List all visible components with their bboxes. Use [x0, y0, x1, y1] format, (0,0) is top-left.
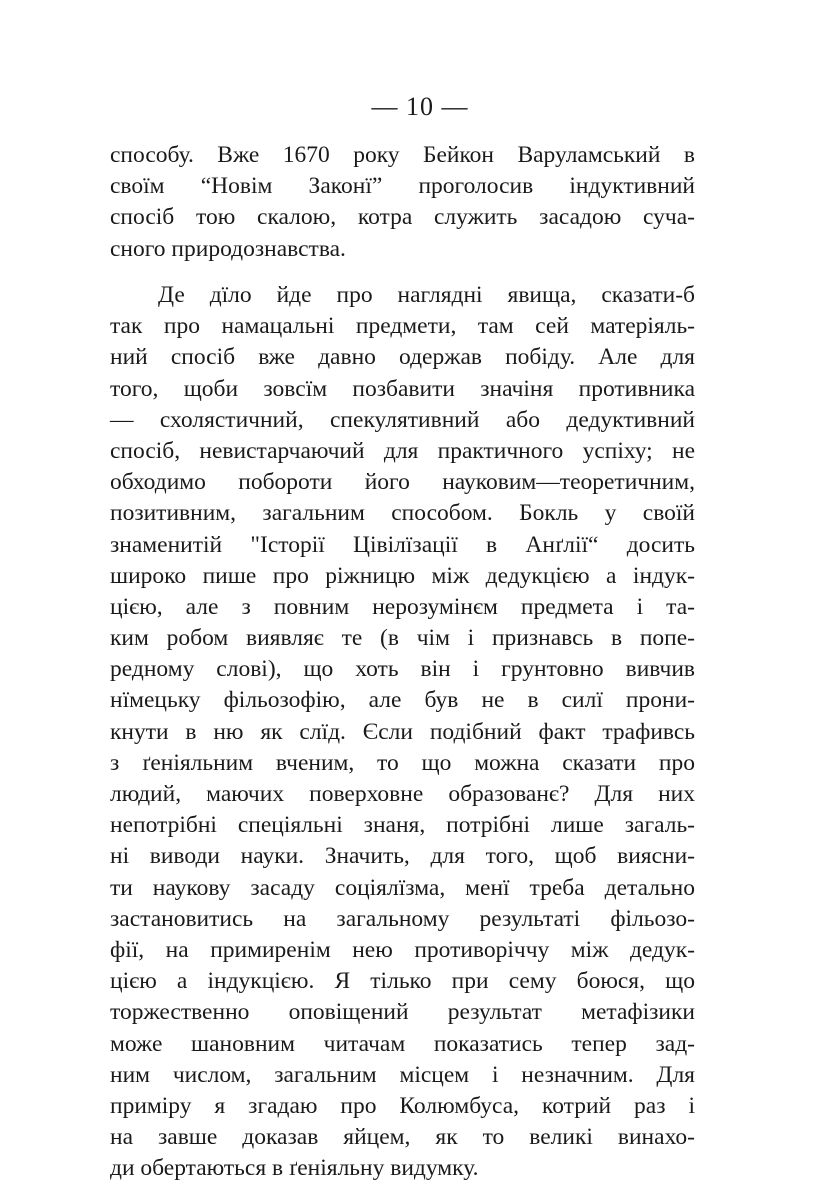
paragraph-2: [110, 280, 695, 1184]
text-line: знаменитій "Історії Цівілїзації в Анґлії“ досить: [110, 531, 695, 558]
text-line: Де дїло йде про наглядні явища, сказати-б: [158, 282, 695, 308]
text-line: нїмецьку фільозофію, але був не в силї прони-: [110, 687, 695, 714]
text-line: сного природознавства.: [110, 235, 346, 262]
text-line: ти наукову засаду соціялїзма, менї треба детально: [110, 874, 695, 901]
text-line: з ґеніяльним вченим, то що можна сказати про: [110, 749, 695, 776]
text-line: ким робом виявляє те (в чім і признавсь в попе-: [110, 625, 695, 652]
text-line: того, щоби зовсїм позбавити значіня противника: [110, 375, 695, 402]
text-line: людий, маючих поверховне образованє? Для них: [110, 781, 695, 807]
text-line: спосіб, невистарчаючий для практичного успіху; не: [110, 437, 695, 464]
page-number: — 10 —: [371, 92, 469, 121]
text-line: фії, на примиренім нею противоріччу між дедук-: [110, 936, 695, 963]
text-line: цією а індукцією. Я тілько при сему боюся, що: [110, 968, 695, 995]
text-line: редному слові), що хоть він і грунтовно вивчив: [110, 656, 695, 683]
text-line: кнути в ню як слїд. Єсли подібний факт трафивсь: [110, 718, 695, 745]
text-line: — схолястичний, спекулятивний або дедуктивний: [110, 406, 695, 433]
text-line: на завше доказав яйцем, як то великі винахо-: [110, 1124, 695, 1151]
text-line: спосіб тою скалою, котра служить засадою суча-: [110, 204, 695, 231]
text-line: ним числом, загальним місцем і незначним. Для: [110, 1061, 695, 1088]
text-line: цією, але з повним нерозумінєм предмета і та-: [110, 593, 695, 620]
text-line: може шановним читачам показатись тепер зад-: [110, 1030, 695, 1057]
text-line: своїм “Новім Законї” проголосив індуктивний: [110, 173, 695, 200]
text-line: торжественно оповіщений результат метафізики: [110, 999, 695, 1026]
text-line: ди обертаються в ґеніяльну видумку.: [110, 1155, 479, 1182]
text-line: застановитись на загальному результаті фільозо-: [110, 905, 695, 932]
text-line: обходимо побороти його науковим—теоретичним,: [110, 469, 695, 496]
text-line: способу. Вже 1670 року Бейкон Варуламський в: [110, 142, 695, 168]
text-line: широко пише про ріжницю між дедукцією а індук-: [110, 562, 695, 589]
text-line: позитивним, загальним способом. Бокль у своїй: [110, 500, 695, 527]
text-line: ний спосіб вже давно одержав побіду. Але для: [110, 344, 695, 371]
text-line: приміру я згадаю про Колюмбуса, котрий раз і: [110, 1092, 695, 1119]
paragraph-1: [110, 140, 695, 265]
text-line: непотрібні спеціяльні знаня, потрібні лише загаль-: [110, 812, 695, 839]
text-line: так про намацальні предмети, там сей матеріяль-: [110, 313, 695, 340]
text-line: ні виводи науки. Значить, для того, щоб виясни-: [110, 843, 695, 870]
